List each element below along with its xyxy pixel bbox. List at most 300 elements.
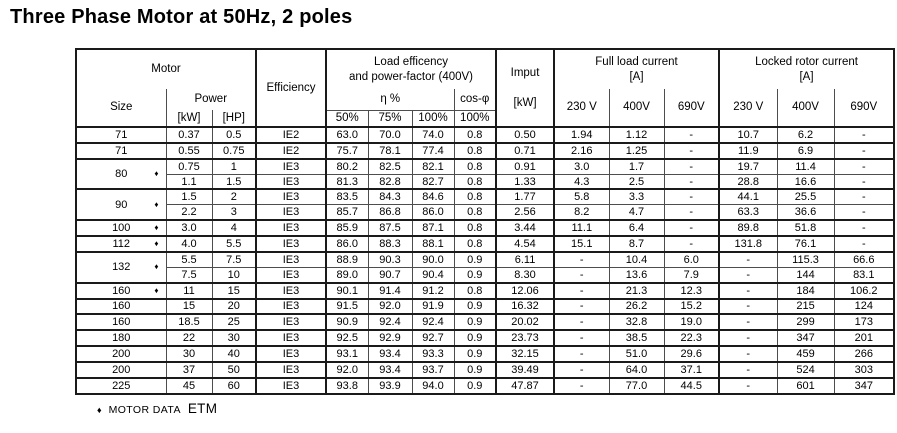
table-cell: 77.0 bbox=[609, 378, 664, 394]
table-cell: 0.9 bbox=[454, 330, 496, 346]
table-cell: 32.8 bbox=[609, 314, 664, 330]
table-cell: 1.94 bbox=[554, 127, 609, 143]
page-title: Three Phase Motor at 50Hz, 2 poles bbox=[10, 6, 353, 28]
table-cell: 1.12 bbox=[609, 127, 664, 143]
size-value: 160 bbox=[112, 300, 131, 313]
table-cell: 22.3 bbox=[664, 330, 719, 346]
table-cell: 6.0 bbox=[664, 252, 719, 267]
table-cell: 86.8 bbox=[368, 205, 412, 220]
header-eta-75: 75% bbox=[368, 110, 412, 127]
table-cell: 21.3 bbox=[609, 283, 664, 299]
table-cell: 74.0 bbox=[412, 127, 454, 143]
table-cell: 83.5 bbox=[326, 189, 368, 204]
table-cell: 82.8 bbox=[368, 174, 412, 189]
table-cell: 11.1 bbox=[554, 220, 609, 236]
table-cell: - bbox=[834, 205, 894, 220]
table-cell: 93.1 bbox=[326, 346, 368, 362]
table-cell: 0.9 bbox=[454, 299, 496, 315]
table-cell: - bbox=[664, 205, 719, 220]
size-value: 160 bbox=[112, 316, 131, 329]
table-cell: 0.55 bbox=[166, 143, 212, 159]
table-cell: - bbox=[834, 220, 894, 236]
table-cell: 19.7 bbox=[719, 159, 777, 174]
table-cell: 4.54 bbox=[496, 236, 554, 252]
footnote-label: MOTOR DATA bbox=[108, 404, 181, 416]
footnote bbox=[97, 401, 217, 416]
table-cell: 0.8 bbox=[454, 220, 496, 236]
table-cell: 2.56 bbox=[496, 205, 554, 220]
size-cell bbox=[76, 236, 166, 252]
table-cell: 0.8 bbox=[454, 283, 496, 299]
header-input bbox=[496, 49, 554, 127]
header-cos-100: 100% bbox=[454, 110, 496, 127]
header-lr-400v: 400V bbox=[777, 89, 834, 127]
table-cell: 13.6 bbox=[609, 267, 664, 282]
table-cell: - bbox=[834, 159, 894, 174]
table-cell: 0.50 bbox=[496, 127, 554, 143]
table-cell: IE3 bbox=[256, 189, 326, 204]
size-value: 132 bbox=[112, 261, 131, 274]
table-cell: 0.8 bbox=[454, 189, 496, 204]
table-cell: 91.2 bbox=[412, 283, 454, 299]
table-cell: 38.5 bbox=[609, 330, 664, 346]
table-cell: 3.3 bbox=[609, 189, 664, 204]
header-locked-rotor-current bbox=[719, 49, 894, 89]
table-cell: - bbox=[554, 346, 609, 362]
table-cell: IE3 bbox=[256, 299, 326, 315]
table-cell: - bbox=[719, 330, 777, 346]
size-cell bbox=[76, 220, 166, 236]
table-cell: 6.11 bbox=[496, 252, 554, 267]
size-value: 200 bbox=[112, 364, 131, 377]
table-row bbox=[76, 283, 894, 299]
table-cell: - bbox=[719, 267, 777, 282]
table-cell: 173 bbox=[834, 314, 894, 330]
table-cell: 82.1 bbox=[412, 159, 454, 174]
table-cell: 5.8 bbox=[554, 189, 609, 204]
table-cell: 37 bbox=[166, 362, 212, 378]
table-cell: - bbox=[664, 220, 719, 236]
header-full-load-current bbox=[554, 49, 719, 89]
table-row bbox=[76, 236, 894, 252]
table-cell: 22 bbox=[166, 330, 212, 346]
table-cell: 0.9 bbox=[454, 314, 496, 330]
table-cell: 0.75 bbox=[212, 143, 256, 159]
table-cell: 19.0 bbox=[664, 314, 719, 330]
table-cell: 93.3 bbox=[412, 346, 454, 362]
table-cell: 601 bbox=[777, 378, 834, 394]
table-cell: 88.1 bbox=[412, 236, 454, 252]
table-cell: - bbox=[554, 283, 609, 299]
table-cell: 347 bbox=[777, 330, 834, 346]
table-cell: 64.0 bbox=[609, 362, 664, 378]
header-lr-230v: 230 V bbox=[719, 89, 777, 127]
table-cell: 201 bbox=[834, 330, 894, 346]
table-cell: 3.44 bbox=[496, 220, 554, 236]
table-cell: 92.5 bbox=[326, 330, 368, 346]
size-value: 180 bbox=[112, 332, 131, 345]
table-cell: 90.4 bbox=[412, 267, 454, 282]
header-fl-230v: 230 V bbox=[554, 89, 609, 127]
table-cell: 1.1 bbox=[166, 174, 212, 189]
table-cell: - bbox=[719, 362, 777, 378]
table-cell: 30 bbox=[166, 346, 212, 362]
table-cell: 7.9 bbox=[664, 267, 719, 282]
header-load-efficiency bbox=[326, 49, 496, 89]
size-cell bbox=[76, 159, 166, 190]
table-cell: 93.9 bbox=[368, 378, 412, 394]
table-cell: IE3 bbox=[256, 159, 326, 174]
table-cell: 303 bbox=[834, 362, 894, 378]
table-cell: 28.8 bbox=[719, 174, 777, 189]
table-cell: 0.9 bbox=[454, 346, 496, 362]
table-cell: 1.7 bbox=[609, 159, 664, 174]
table-cell: 91.5 bbox=[326, 299, 368, 315]
table-cell: IE3 bbox=[256, 314, 326, 330]
table-cell: 124 bbox=[834, 299, 894, 315]
table-cell: - bbox=[554, 267, 609, 282]
header-full-load-line1: Full load current bbox=[595, 56, 678, 69]
table-cell: 5.5 bbox=[166, 252, 212, 267]
table-cell: 15 bbox=[212, 283, 256, 299]
table-cell: 11 bbox=[166, 283, 212, 299]
table-cell: 15 bbox=[166, 299, 212, 315]
table-cell: 36.6 bbox=[777, 205, 834, 220]
table-cell: 60 bbox=[212, 378, 256, 394]
table-cell: 0.5 bbox=[212, 127, 256, 143]
header-efficiency: Efficiency bbox=[256, 49, 326, 127]
diamond-icon: ♦ bbox=[97, 405, 102, 415]
table-cell: 4.7 bbox=[609, 205, 664, 220]
table-cell: 40 bbox=[212, 346, 256, 362]
table-cell: 92.7 bbox=[412, 330, 454, 346]
table-cell: 6.2 bbox=[777, 127, 834, 143]
table-cell: 75.7 bbox=[326, 143, 368, 159]
table-cell: 0.8 bbox=[454, 205, 496, 220]
table-cell: 266 bbox=[834, 346, 894, 362]
header-motor: Motor bbox=[76, 49, 256, 89]
table-cell: IE2 bbox=[256, 143, 326, 159]
table-cell: 90.7 bbox=[368, 267, 412, 282]
table-row bbox=[76, 220, 894, 236]
size-cell bbox=[76, 189, 166, 220]
table-row bbox=[76, 362, 894, 378]
table-cell: 93.4 bbox=[368, 362, 412, 378]
table-cell: 16.6 bbox=[777, 174, 834, 189]
header-lr-690v: 690V bbox=[834, 89, 894, 127]
table-cell: 90.0 bbox=[412, 252, 454, 267]
table-cell: - bbox=[664, 174, 719, 189]
table-cell: 184 bbox=[777, 283, 834, 299]
table-cell: 7.5 bbox=[212, 252, 256, 267]
table-cell: 1 bbox=[212, 159, 256, 174]
table-row bbox=[76, 330, 894, 346]
table-cell: IE3 bbox=[256, 252, 326, 267]
table-cell: 86.0 bbox=[412, 205, 454, 220]
table-cell: 115.3 bbox=[777, 252, 834, 267]
table-cell: 0.9 bbox=[454, 378, 496, 394]
table-cell: - bbox=[719, 283, 777, 299]
table-cell: 1.25 bbox=[609, 143, 664, 159]
table-cell: 86.0 bbox=[326, 236, 368, 252]
table-cell: 3.0 bbox=[554, 159, 609, 174]
table-cell: 51.8 bbox=[777, 220, 834, 236]
size-value: 200 bbox=[112, 348, 131, 361]
motor-data-diamond-icon: ♦ bbox=[154, 223, 159, 233]
table-cell: 78.1 bbox=[368, 143, 412, 159]
table-cell: - bbox=[554, 299, 609, 315]
header-locked-rotor-line2: [A] bbox=[799, 70, 814, 83]
table-cell: 144 bbox=[777, 267, 834, 282]
table-cell: - bbox=[719, 252, 777, 267]
table-cell: 1.5 bbox=[212, 174, 256, 189]
size-cell bbox=[76, 127, 166, 143]
table-cell: 92.4 bbox=[368, 314, 412, 330]
table-cell: 10.7 bbox=[719, 127, 777, 143]
table-cell: - bbox=[834, 174, 894, 189]
table-cell: 85.9 bbox=[326, 220, 368, 236]
table-cell: 18.5 bbox=[166, 314, 212, 330]
table-row bbox=[76, 205, 894, 220]
table-cell: 50 bbox=[212, 362, 256, 378]
size-value: 71 bbox=[115, 128, 128, 141]
table-cell: 7.5 bbox=[166, 267, 212, 282]
table-cell: IE3 bbox=[256, 220, 326, 236]
table-cell: 5.5 bbox=[212, 236, 256, 252]
table-cell: 215 bbox=[777, 299, 834, 315]
header-row-2 bbox=[76, 89, 894, 110]
table-cell: - bbox=[719, 314, 777, 330]
table-cell: 44.5 bbox=[664, 378, 719, 394]
footnote-suffix: ETM bbox=[187, 401, 218, 416]
table-cell: 8.7 bbox=[609, 236, 664, 252]
size-value: 225 bbox=[112, 380, 131, 393]
table-cell: 92.0 bbox=[326, 362, 368, 378]
table-cell: 51.0 bbox=[609, 346, 664, 362]
table-cell: - bbox=[719, 346, 777, 362]
table-header bbox=[76, 49, 894, 127]
table-cell: - bbox=[834, 127, 894, 143]
table-cell: IE3 bbox=[256, 378, 326, 394]
table-cell: 93.8 bbox=[326, 378, 368, 394]
table-cell: 84.6 bbox=[412, 189, 454, 204]
table-cell: 25 bbox=[212, 314, 256, 330]
size-cell bbox=[76, 346, 166, 362]
header-eta-50: 50% bbox=[326, 110, 368, 127]
table-cell: 80.2 bbox=[326, 159, 368, 174]
table-cell: 25.5 bbox=[777, 189, 834, 204]
table-row bbox=[76, 346, 894, 362]
table-cell: 0.8 bbox=[454, 127, 496, 143]
table-cell: 92.0 bbox=[368, 299, 412, 315]
size-cell bbox=[76, 283, 166, 299]
table-cell: 94.0 bbox=[412, 378, 454, 394]
table-cell: 12.06 bbox=[496, 283, 554, 299]
table-cell: - bbox=[834, 143, 894, 159]
table-row bbox=[76, 314, 894, 330]
size-cell bbox=[76, 362, 166, 378]
table-row bbox=[76, 378, 894, 394]
table-cell: 32.15 bbox=[496, 346, 554, 362]
header-power: Power bbox=[166, 89, 256, 110]
table-cell: IE2 bbox=[256, 127, 326, 143]
table-cell: 0.8 bbox=[454, 143, 496, 159]
table-cell: - bbox=[554, 314, 609, 330]
table-cell: 0.37 bbox=[166, 127, 212, 143]
motor-data-diamond-icon: ♦ bbox=[154, 285, 159, 295]
table-cell: 0.9 bbox=[454, 267, 496, 282]
table-cell: - bbox=[664, 189, 719, 204]
table-cell: 0.8 bbox=[454, 236, 496, 252]
table-cell: 20.02 bbox=[496, 314, 554, 330]
table-cell: 87.5 bbox=[368, 220, 412, 236]
table-cell: 2 bbox=[212, 189, 256, 204]
table-cell: - bbox=[554, 362, 609, 378]
header-input-line2: [kW] bbox=[513, 96, 537, 109]
table-cell: 39.49 bbox=[496, 362, 554, 378]
table-cell: 91.9 bbox=[412, 299, 454, 315]
header-fl-690v: 690V bbox=[664, 89, 719, 127]
table-cell: - bbox=[554, 378, 609, 394]
table-cell: IE3 bbox=[256, 283, 326, 299]
table-cell: 92.9 bbox=[368, 330, 412, 346]
table-cell: 83.1 bbox=[834, 267, 894, 282]
table-cell: 93.7 bbox=[412, 362, 454, 378]
table-row bbox=[76, 267, 894, 282]
table-cell: - bbox=[719, 378, 777, 394]
table-row bbox=[76, 252, 894, 267]
table-cell: 63.3 bbox=[719, 205, 777, 220]
table-cell: 15.1 bbox=[554, 236, 609, 252]
header-eta-100: 100% bbox=[412, 110, 454, 127]
table-cell: 87.1 bbox=[412, 220, 454, 236]
motor-data-diamond-icon: ♦ bbox=[154, 199, 159, 209]
table-cell: 459 bbox=[777, 346, 834, 362]
table-cell: 1.5 bbox=[166, 189, 212, 204]
table-cell: 91.4 bbox=[368, 283, 412, 299]
table-cell: 0.71 bbox=[496, 143, 554, 159]
size-cell bbox=[76, 314, 166, 330]
table-cell: 4.3 bbox=[554, 174, 609, 189]
size-value: 100 bbox=[112, 222, 131, 235]
table-cell: IE3 bbox=[256, 267, 326, 282]
table-cell: 82.5 bbox=[368, 159, 412, 174]
table-cell: - bbox=[664, 236, 719, 252]
size-cell bbox=[76, 330, 166, 346]
size-cell bbox=[76, 378, 166, 394]
table-row bbox=[76, 189, 894, 204]
table-cell: 20 bbox=[212, 299, 256, 315]
table-cell: 0.9 bbox=[454, 362, 496, 378]
header-full-load-line2: [A] bbox=[629, 70, 644, 83]
table-cell: 2.2 bbox=[166, 205, 212, 220]
table-cell: 347 bbox=[834, 378, 894, 394]
table-cell: 0.75 bbox=[166, 159, 212, 174]
table-cell: IE3 bbox=[256, 330, 326, 346]
table-cell: 1.77 bbox=[496, 189, 554, 204]
table-cell: 10.4 bbox=[609, 252, 664, 267]
table-cell: 15.2 bbox=[664, 299, 719, 315]
header-load-efficiency-line1: Load efficency bbox=[374, 56, 448, 69]
table-body bbox=[76, 127, 894, 394]
table-cell: - bbox=[719, 299, 777, 315]
table-cell: 44.1 bbox=[719, 189, 777, 204]
table-cell: 45 bbox=[166, 378, 212, 394]
size-value: 90 bbox=[115, 198, 128, 211]
header-hp: [HP] bbox=[212, 110, 256, 127]
table-cell: 89.0 bbox=[326, 267, 368, 282]
size-cell bbox=[76, 143, 166, 159]
header-load-efficiency-line2: and power-factor (400V) bbox=[349, 70, 474, 83]
table-cell: - bbox=[834, 236, 894, 252]
header-input-line1: Imput bbox=[510, 67, 540, 80]
table-cell: 90.3 bbox=[368, 252, 412, 267]
table-cell: 106.2 bbox=[834, 283, 894, 299]
table-cell: 524 bbox=[777, 362, 834, 378]
size-value: 71 bbox=[115, 144, 128, 157]
table-cell: 6.4 bbox=[609, 220, 664, 236]
table-cell: 90.1 bbox=[326, 283, 368, 299]
header-eta: η % bbox=[326, 89, 454, 110]
table-cell: 88.9 bbox=[326, 252, 368, 267]
table-cell: 70.0 bbox=[368, 127, 412, 143]
size-value: 112 bbox=[112, 237, 131, 250]
table-cell: 77.4 bbox=[412, 143, 454, 159]
table-cell: 4.0 bbox=[166, 236, 212, 252]
table-cell: 2.16 bbox=[554, 143, 609, 159]
table-cell: 76.1 bbox=[777, 236, 834, 252]
table-cell: 82.7 bbox=[412, 174, 454, 189]
table-cell: 88.3 bbox=[368, 236, 412, 252]
table-cell: 29.6 bbox=[664, 346, 719, 362]
header-row-1 bbox=[76, 49, 894, 89]
motor-data-diamond-icon: ♦ bbox=[154, 169, 159, 179]
table-cell: - bbox=[664, 159, 719, 174]
table-cell: 0.91 bbox=[496, 159, 554, 174]
table-cell: 81.3 bbox=[326, 174, 368, 189]
table-cell: 1.33 bbox=[496, 174, 554, 189]
table-cell: 47.87 bbox=[496, 378, 554, 394]
table-cell: 0.9 bbox=[454, 252, 496, 267]
table-cell: 90.9 bbox=[326, 314, 368, 330]
table-cell: IE3 bbox=[256, 362, 326, 378]
table-cell: 11.4 bbox=[777, 159, 834, 174]
table-cell: 37.1 bbox=[664, 362, 719, 378]
header-cos-phi: cos-φ bbox=[454, 89, 496, 110]
table-cell: 10 bbox=[212, 267, 256, 282]
size-cell bbox=[76, 299, 166, 315]
table-cell: 89.8 bbox=[719, 220, 777, 236]
table-cell: - bbox=[554, 252, 609, 267]
table-cell: IE3 bbox=[256, 236, 326, 252]
header-locked-rotor-line1: Locked rotor current bbox=[755, 56, 858, 69]
table-cell: 93.4 bbox=[368, 346, 412, 362]
table-cell: 16.32 bbox=[496, 299, 554, 315]
table-cell: 12.3 bbox=[664, 283, 719, 299]
table-cell: 2.5 bbox=[609, 174, 664, 189]
motor-data-diamond-icon: ♦ bbox=[154, 238, 159, 248]
table-cell: 3.0 bbox=[166, 220, 212, 236]
table-cell: 8.2 bbox=[554, 205, 609, 220]
table-cell: 299 bbox=[777, 314, 834, 330]
header-kw: [kW] bbox=[166, 110, 212, 127]
table-cell: 0.8 bbox=[454, 159, 496, 174]
table-cell: 26.2 bbox=[609, 299, 664, 315]
table-cell: - bbox=[664, 127, 719, 143]
table-cell: 0.8 bbox=[454, 174, 496, 189]
table-cell: 92.4 bbox=[412, 314, 454, 330]
header-fl-400v: 400V bbox=[609, 89, 664, 127]
